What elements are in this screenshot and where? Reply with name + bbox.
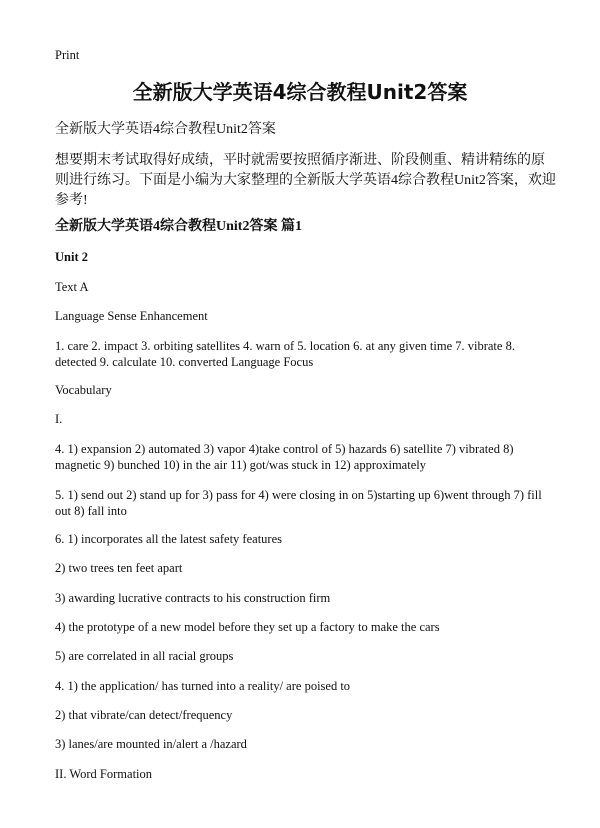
print-label: Print [55, 48, 80, 62]
intro-paragraph: 想要期末考试取得好成绩，平时就需要按照循序渐进、阶段侧重、精讲精练的原则进行练习。下面是小编为大家整理的全新版大学英语4综合教程Unit2答案，欢迎参考! [55, 153, 556, 208]
answer-6-1: 6. 1) incorporates all the latest safety features [55, 532, 282, 546]
answer-6-4: 4) the prototype of a new model before they set up a factory to make the cars [55, 620, 440, 634]
answer-6-2: 2) two trees ten feet apart [55, 561, 183, 575]
section-heading: 全新版大学英语4综合教程Unit2答案 篇1 [55, 219, 302, 234]
word-formation-heading: II. Word Formation [55, 767, 153, 781]
answer-6-3: 3) awarding lucrative contracts to his construction firm [55, 591, 331, 605]
roman-one-label: I. [55, 412, 63, 426]
answer-4b-2: 2) that vibrate/can detect/frequency [55, 708, 233, 722]
answer-5: 5. 1) send out 2) stand up for 3) pass for 4) were closing in on 5)starting up 6)went through 7) fill out 8) fall into [55, 488, 542, 518]
unit-heading: Unit 2 [55, 250, 88, 264]
subtitle: 全新版大学英语4综合教程Unit2答案 [55, 122, 276, 137]
answer-4b-1: 4. 1) the application/ has turned into a reality/ are poised to [55, 679, 351, 693]
text-a-label: Text A [55, 280, 89, 294]
answer-4-vocab: 4. 1) expansion 2) automated 3) vapor 4)take control of 5) hazards 6) satellite 7) vibrated 8) magnetic 9) bunched 10) in the air 11) got/was stuck in 12) approximately [55, 442, 514, 472]
answer-6-5: 5) are correlated in all racial groups [55, 649, 234, 663]
lse-answers: 1. care 2. impact 3. orbiting satellites 4. warn of 5. location 6. at any given time 7. vibrate 8. detected 9. calculate 10. converted Language Focus [55, 339, 515, 369]
lse-heading: Language Sense Enhancement [55, 309, 208, 323]
answer-4b-3: 3) lanes/are mounted in/alert a /hazard [55, 737, 247, 751]
vocabulary-heading: Vocabulary [55, 383, 112, 397]
page-title: 全新版大学英语4综合教程Unit2答案 [132, 80, 468, 104]
